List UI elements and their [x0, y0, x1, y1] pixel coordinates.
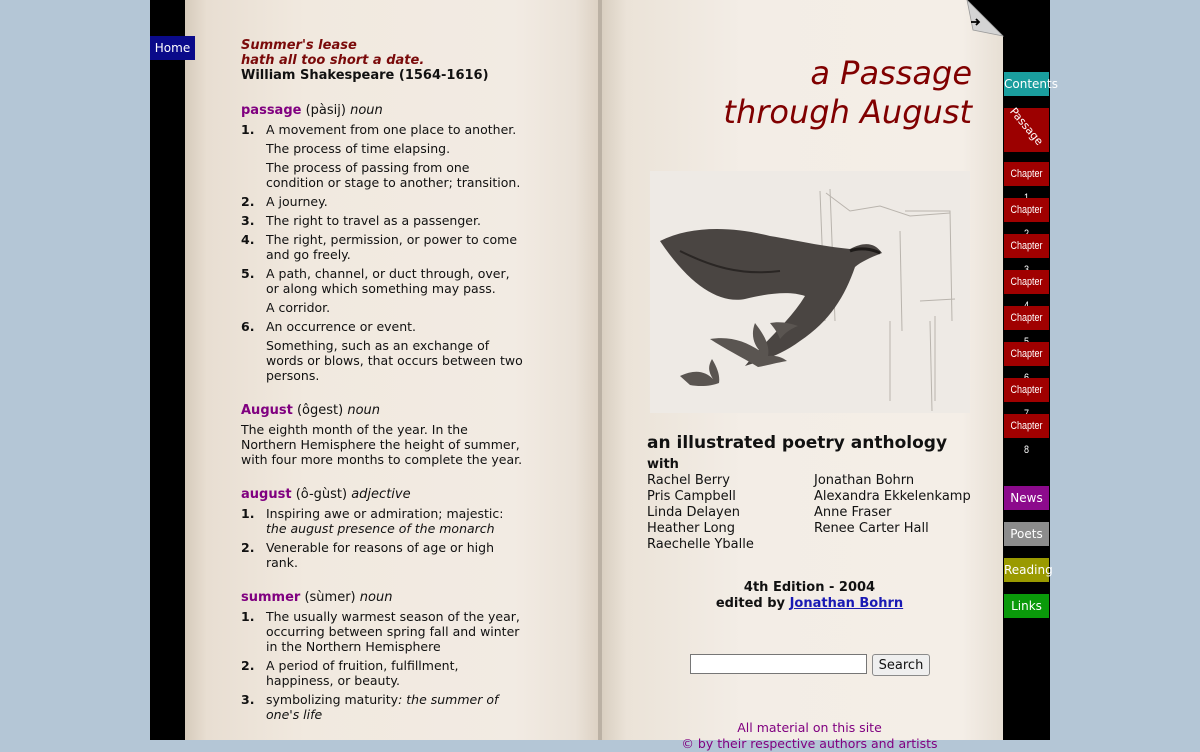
definition-item: 3. The right to travel as a passenger. [241, 213, 481, 228]
nav-chapter-1[interactable]: Chapter [1004, 162, 1049, 186]
definition-item: 1. Inspiring awe or admiration; majestic: the august presence of the monarch [241, 506, 504, 536]
edition-label: 4th Edition - 2004 [743, 580, 876, 595]
page-title: a Passage through August [723, 54, 972, 131]
right-page [602, 0, 1003, 751]
nav-contents[interactable]: Contents [1004, 72, 1049, 96]
swallows-illustration [650, 171, 970, 413]
edited-by-label: edited by [715, 596, 786, 611]
definition-sub: The process of time elapsing. [266, 141, 451, 156]
definition-item: 6. An occurrence or event. [241, 319, 417, 334]
definition-sub: Something, such as an exchange of words or blows, that occurs between two persons. [266, 338, 523, 383]
nav-chapter-6[interactable]: Chapter [1004, 342, 1049, 366]
nav-chapter-8[interactable]: Chapter 8 [1004, 414, 1049, 438]
poet-name: Anne Fraser [814, 505, 892, 520]
headword: August (ôgest) noun [241, 403, 381, 418]
poet-name: Pris Campbell [647, 489, 736, 504]
poets-list-right [814, 473, 971, 537]
headword: summer (sùmer) noun [241, 590, 393, 605]
nav-passage[interactable]: Passage [1004, 108, 1049, 152]
editor-link[interactable]: Jonathan Bohrn [789, 596, 904, 611]
home-button[interactable]: Home [150, 36, 195, 60]
quote-line-2: hath all too short a date. [241, 53, 425, 68]
nav-chapter-2[interactable]: Chapter [1004, 198, 1049, 222]
headword: passage (pàsij) noun [241, 103, 383, 118]
definition-item: 2. A journey. [241, 194, 328, 209]
poet-name: Alexandra Ekkelenkamp [814, 489, 971, 504]
nav-chapter-5[interactable]: Chapter [1004, 306, 1049, 330]
nav-reading[interactable]: Reading [1004, 558, 1049, 582]
search-input[interactable] [690, 654, 867, 674]
definition-sub: The process of passing from one condition or stage to another; transition. [266, 160, 521, 190]
definition-item: 2. A period of fruition, fulfillment, happiness, or beauty. [241, 658, 459, 688]
headword: august (ô-gùst) adjective [241, 487, 411, 502]
definition-item: 2. Venerable for reasons of age or high rank. [241, 540, 494, 570]
poet-name: Jonathan Bohrn [814, 473, 915, 488]
subtitle: an illustrated poetry anthology [647, 433, 948, 453]
nav-poets[interactable]: Poets [1004, 522, 1049, 546]
definition-item: 4. The right, permission, or power to come and go freely. [241, 232, 518, 262]
left-page [185, 0, 598, 740]
poet-name: Renee Carter Hall [814, 521, 929, 536]
poet-name: Heather Long [647, 521, 736, 536]
poet-name: Rachel Berry [647, 473, 730, 488]
nav-news[interactable]: News [1004, 486, 1049, 510]
search-button[interactable]: Search [872, 654, 930, 676]
definition-item: 1. A movement from one place to another. [241, 122, 517, 137]
poet-name: Linda Delayen [647, 505, 740, 520]
with-label: with [647, 457, 679, 472]
page-curl-next[interactable] [967, 0, 1003, 36]
nav-chapter-4[interactable]: Chapter [1004, 270, 1049, 294]
dictionary-column [241, 38, 526, 742]
definition-item: 5. A path, channel, or duct through, over, or along which something may pass. [241, 266, 510, 296]
definition-item: 1. The usually warmest season of the year, occurring between spring fall and winter in the Northern Hemisphere [241, 609, 520, 654]
entry-august-noun [241, 403, 526, 467]
entry-summer [241, 590, 526, 722]
nav-chapter-7[interactable]: Chapter [1004, 378, 1049, 402]
poets-list-left [647, 473, 754, 553]
definition-text: The eighth month of the year. In the Northern Hemisphere the height of summer, with four more months to complete the year. [241, 422, 523, 467]
definition-sub: A corridor. [266, 300, 331, 315]
nav-links[interactable]: Links [1004, 594, 1049, 618]
edition-info [602, 580, 1017, 612]
poet-name: Raechelle Yballe [647, 537, 754, 552]
nav-chapter-3[interactable]: Chapter [1004, 234, 1049, 258]
entry-passage [241, 103, 526, 383]
quote-line-1: Summer's lease [241, 38, 357, 53]
copyright-footer: All material on this site © by their respective authors and artists [681, 720, 938, 751]
quote-author: William Shakespeare (1564-1616) [241, 68, 489, 83]
definition-item: 3. symbolizing maturity: the summer of one's life [241, 692, 499, 722]
entry-august-adjective [241, 487, 526, 570]
